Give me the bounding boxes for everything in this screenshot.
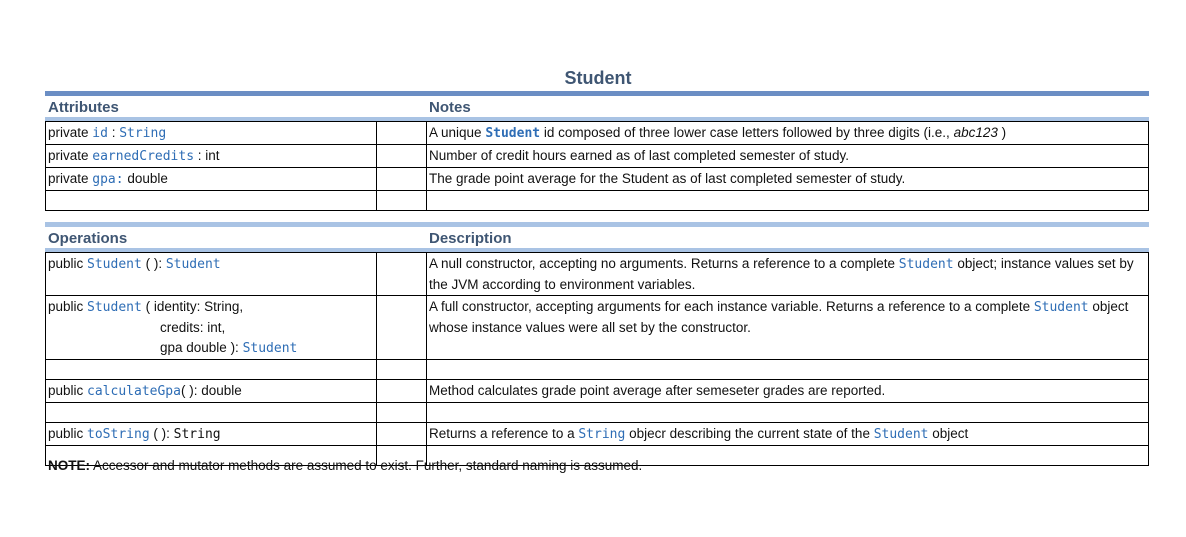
empty-cell [377, 191, 427, 211]
operation-cell [46, 253, 377, 296]
return-type: String [173, 427, 221, 442]
visibility: private [48, 171, 93, 186]
operations-header [45, 227, 1149, 252]
operation-name: calculateGpa [87, 384, 181, 399]
visibility: public [48, 256, 88, 271]
empty-cell [427, 191, 1149, 211]
empty-cell [427, 403, 1149, 423]
note-text: A unique [429, 125, 486, 140]
class-reference: Student [898, 257, 954, 272]
description-heading: Description [429, 230, 512, 247]
description-text: object; instance values set by the JVM according to environment variables. [429, 256, 1134, 292]
param-text: gpa double ): [160, 340, 243, 355]
operation-params: ( ): [141, 256, 166, 271]
return-type: double [201, 383, 242, 398]
empty-cell [46, 403, 377, 423]
table-row [46, 145, 1149, 168]
operation-cell [46, 423, 377, 446]
attributes-section [45, 91, 1149, 211]
class-reference: Student [485, 126, 541, 141]
empty-cell [427, 360, 1149, 380]
description-text: A null constructor, accepting no arguments. Returns a reference to a complete [429, 256, 899, 271]
note-cell: Number of credit hours earned as of last completed semester of study. [427, 145, 1149, 168]
class-reference: Student [873, 427, 929, 442]
description-cell [427, 423, 1149, 446]
separator: : [107, 125, 120, 140]
operation-name: toString [87, 427, 150, 442]
example-value: abc123 [953, 125, 998, 140]
spacer-cell [377, 145, 427, 168]
note-text: Accessor and mutator methods are assumed to exist. Further, standard naming is assumed. [90, 458, 643, 473]
description-cell [427, 253, 1149, 296]
operations-heading: Operations [48, 230, 128, 247]
class-reference: String [578, 427, 626, 442]
operation-name: Student [87, 300, 142, 315]
visibility: public [48, 426, 88, 441]
attribute-type: double [127, 171, 168, 186]
table-row [46, 191, 1149, 211]
attributes-heading: Attributes [48, 99, 119, 116]
empty-cell [46, 191, 377, 211]
description-cell: Method calculates grade point average after semeseter grades are reported. [427, 380, 1149, 403]
description-text: A full constructor, accepting arguments for each instance variable. Returns a reference to a complete [429, 299, 1034, 314]
note-cell [427, 122, 1149, 145]
attribute-name: id [92, 126, 108, 141]
description-text: object whose instance values were all set by the constructor. [429, 299, 1129, 335]
attribute-cell [46, 168, 377, 191]
table-row [46, 423, 1149, 446]
visibility: private [48, 125, 93, 140]
spacer-cell [377, 423, 427, 446]
spacer-cell [377, 296, 427, 360]
spacer-cell [377, 122, 427, 145]
table-row [46, 122, 1149, 145]
operation-param: credits: int, [160, 320, 226, 335]
attribute-cell [46, 145, 377, 168]
operations-section [45, 222, 1149, 466]
table-row [46, 360, 1149, 380]
empty-cell [377, 360, 427, 380]
attributes-header [45, 96, 1149, 121]
table-row [46, 403, 1149, 423]
spacer-cell [377, 168, 427, 191]
empty-cell [46, 360, 377, 380]
description-text: objecr describing the current state of the [625, 426, 874, 441]
return-type: Student [242, 341, 298, 356]
class-reference: Student [1033, 300, 1089, 315]
operation-param [48, 338, 374, 359]
attribute-name: earnedCredits [92, 149, 195, 164]
note-text: ) [997, 125, 1007, 140]
operation-cell [46, 380, 377, 403]
attribute-type: String [119, 126, 167, 141]
table-row [46, 380, 1149, 403]
spacer-cell [377, 253, 427, 296]
description-text: Returns a reference to a [429, 426, 579, 441]
attributes-table [45, 121, 1149, 211]
footnote [48, 458, 642, 473]
table-row [46, 168, 1149, 191]
visibility: private [48, 148, 93, 163]
operation-name: Student [87, 257, 142, 272]
spacer-cell [377, 380, 427, 403]
description-cell [427, 296, 1149, 360]
visibility: public [48, 299, 88, 314]
table-row [46, 296, 1149, 360]
attribute-type: int [205, 148, 220, 163]
return-type: Student [165, 257, 221, 272]
operation-cell [46, 296, 377, 360]
attribute-cell [46, 122, 377, 145]
class-title: Student [564, 68, 632, 88]
description-text: object [928, 426, 969, 441]
note-label: NOTE: [48, 458, 90, 473]
notes-heading: Notes [429, 99, 471, 116]
operation-params: ( ): [149, 426, 174, 441]
separator: : [194, 148, 206, 163]
attribute-name: gpa: [92, 172, 124, 187]
operation-params: ( ): [180, 383, 202, 398]
note-text: id composed of three lower case letters followed by three digits (i.e., [540, 125, 954, 140]
operation-param: ( identity: String, [141, 299, 244, 314]
visibility: public [48, 383, 88, 398]
note-cell: The grade point average for the Student as of last completed semester of study. [427, 168, 1149, 191]
empty-cell [377, 403, 427, 423]
table-row [46, 253, 1149, 296]
operations-table [45, 252, 1149, 466]
